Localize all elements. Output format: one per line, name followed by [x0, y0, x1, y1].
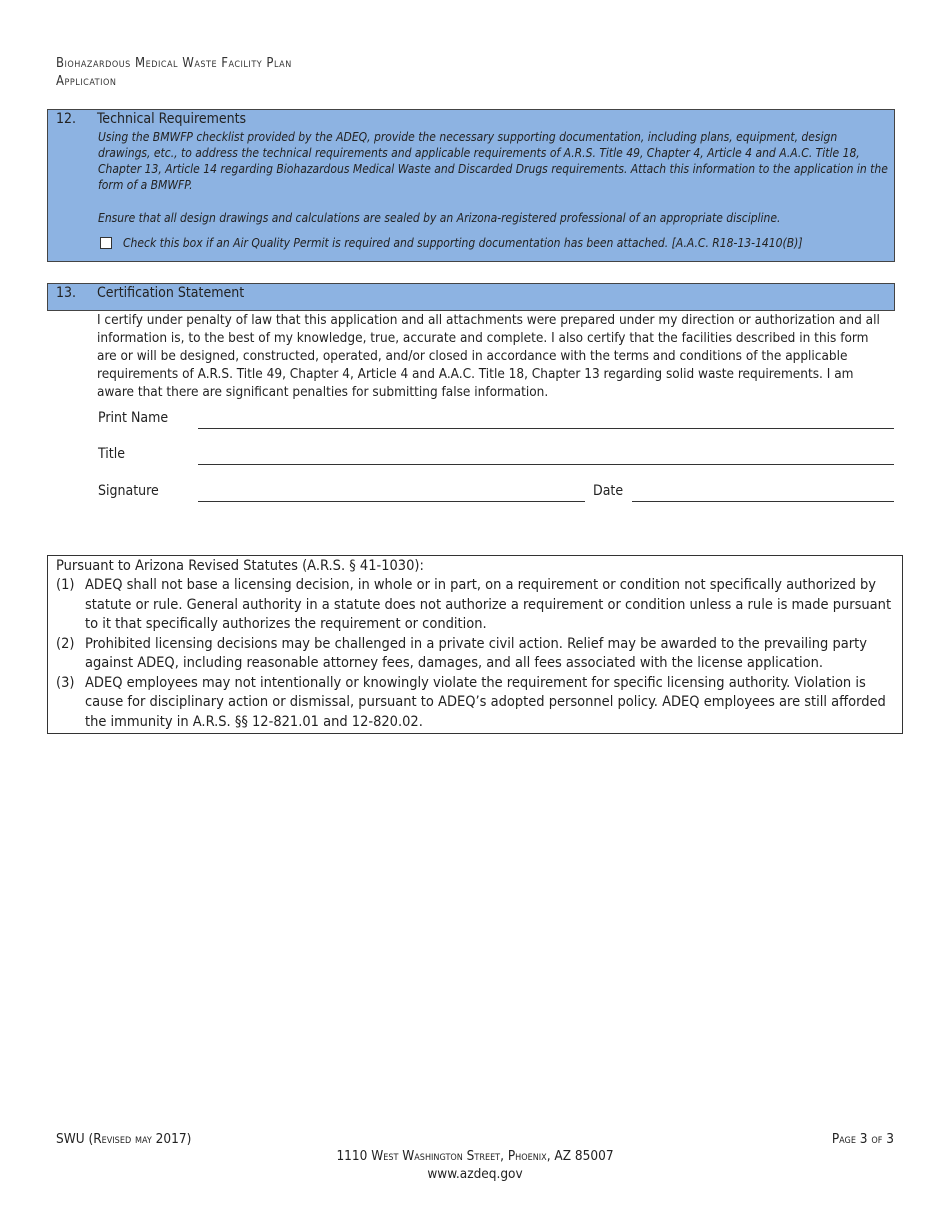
statutes-notice-box — [47, 555, 903, 734]
footer-form-id: SWU (Revised may 2017) — [56, 1131, 192, 1147]
statutes-heading: Pursuant to Arizona Revised Statutes (A.R.S. § 41-1030): — [56, 558, 424, 574]
section-12-seal-requirement: Ensure that all design drawings and calculations are sealed by an Arizona-registered professional of an appropriate discipline. — [98, 211, 781, 225]
footer-website[interactable]: www.azdeq.gov — [427, 1166, 523, 1182]
section-12-technical-requirements — [47, 109, 895, 262]
section-12-instructions: Using the BMWFP checklist provided by the ADEQ, provide the necessary supporting documentation, including plans, equipment, design drawings, etc., to address the technical requirements and applicable requirements of A.R.S. Title 49, Chapter 4, Article 4 and A.A.C. Title 18, Chapter 13, Article 14 regarding Biohazardous Medical Waste and Discarded Drugs requirements. Attach this information to the application in the form of a BMWFP. — [98, 130, 888, 192]
print-name-label: Print Name — [98, 410, 169, 426]
air-quality-permit-row — [100, 235, 890, 251]
footer-address: 1110 West Washington Street, Phoenix, AZ 85007 — [336, 1148, 614, 1164]
statute-item-number: (1) — [56, 577, 75, 593]
section-13-number: 13. — [56, 285, 77, 301]
print-name-field[interactable] — [198, 428, 894, 429]
section-12-title: Technical Requirements — [97, 111, 247, 127]
signature-label: Signature — [98, 483, 159, 499]
certification-statement: I certify under penalty of law that this application and all attachments were prepared under my direction or authorization and all information is, to the best of my knowledge, true, accurate and complete. I also certify that the facilities described in this form are or will be designed, constructed, operated, and/or closed in accordance with the terms and conditions of the applicable requirements of A.R.S. Title 49, Chapter 4, Article 4 and A.A.C. Title 18, Chapter 13 regarding solid waste requirements. I am aware that there are significant penalties for submitting false information. — [97, 312, 880, 400]
date-field[interactable] — [632, 501, 894, 502]
statute-item — [56, 674, 894, 733]
statute-item — [56, 635, 894, 674]
title-label: Title — [98, 446, 125, 462]
section-13-certification-header — [47, 283, 895, 311]
signature-field[interactable] — [198, 501, 585, 502]
statute-item-text: ADEQ shall not base a licensing decision, in whole or in part, on a requirement or condition not specifically authorized by statute or rule. General authority in a statute does not authorize a requirement or condition unless a rule is made pursuant to it that specifically authorizes the requirement or condition. — [85, 577, 892, 632]
air-quality-permit-checkbox[interactable] — [100, 237, 112, 249]
title-field[interactable] — [198, 464, 894, 465]
statute-item-text: Prohibited licensing decisions may be challenged in a private civil action. Relief may be awarded to the prevailing party against ADEQ, including reasonable attorney fees, damages, and all fees associated with the license application. — [85, 635, 867, 671]
statute-item — [56, 576, 894, 635]
air-quality-permit-label: Check this box if an Air Quality Permit is required and supporting documentation has been attached. [A.A.C. R18-13-1410(B)] — [123, 236, 803, 250]
statute-item-text: ADEQ employees may not intentionally or knowingly violate the requirement for specific licensing authority. Violation is cause for disciplinary action or dismissal, pursuant to ADEQ’s adopted personnel policy. ADEQ employees are still afforded the immunity in A.R.S. §§ 12-821.01 and 12-820.02. — [85, 674, 886, 730]
document-header-subtitle: Application — [56, 74, 117, 89]
footer-page-number: Page 3 of 3 — [831, 1131, 894, 1147]
statute-item-number: (3) — [56, 674, 75, 691]
section-12-number: 12. — [56, 111, 77, 127]
statute-item-number: (2) — [56, 635, 75, 652]
date-label: Date — [593, 483, 624, 499]
document-header-title: Biohazardous Medical Waste Facility Plan — [56, 56, 292, 71]
section-13-title: Certification Statement — [97, 285, 245, 301]
